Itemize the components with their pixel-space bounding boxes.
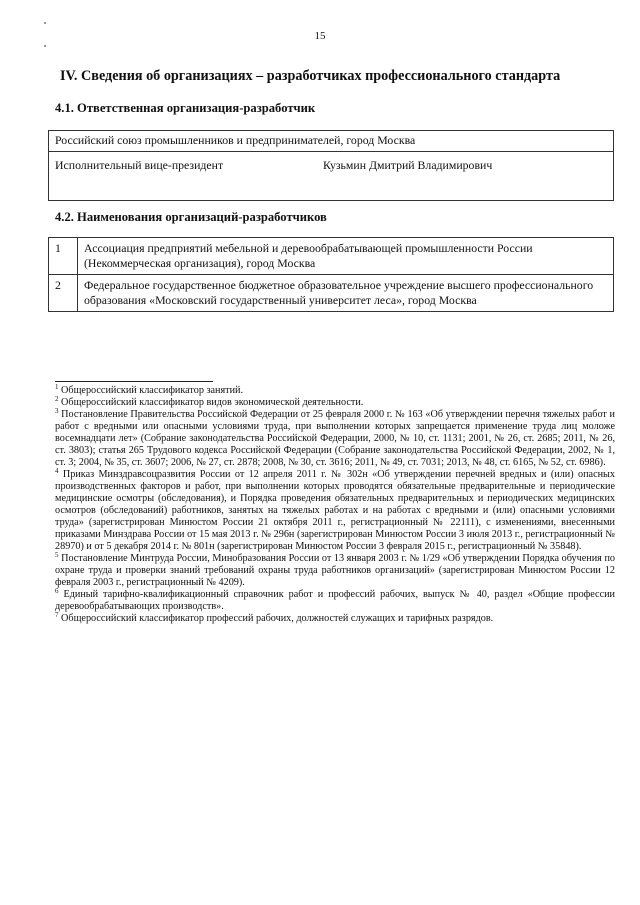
scan-speck (44, 45, 46, 47)
footnote (55, 553, 615, 589)
responsible-heading: 4.1. Ответственная организация-разработчик (55, 101, 316, 115)
table-row (49, 238, 614, 275)
footnotes (55, 385, 615, 625)
footnote (55, 613, 615, 625)
signer-name: Кузьмин Дмитрий Владимирович (323, 158, 493, 172)
footnote (55, 589, 615, 613)
row-number: 2 (49, 275, 78, 312)
footnote-text: Постановление Правительства Российской Федерации от 25 февраля 2000 г. № 163 «Об утверждении перечня тяжелых работ и работ с вредными или опасными условиями труда, при выполнении которых запрещается применение труда лиц моложе восемнадцати лет» (Собрание законодательства Российской Федерации, 2000, № 10, ст. 1131; 2001, № 26, ст. 2685; 2011, № 26, ст. 3803); статья 265 Трудового кодекса Российской Федерации (Собрание законодательства Российской Федерации, 2002, № 1, ст. 3; 2004, № 35, ст. 3607; 2006, № 27, ст. 2878; 2008, № 30, ст. 3616; 2011, № 49, ст. 7031; 2013, № 48, ст. 6165, № 52, ст. 6986). (55, 409, 615, 468)
footnote-text: Приказ Минздравсоцразвития России от 12 апреля 2011 г. № 302н «Об утверждении перечней вредных и (или) опасных производственных факторов и работ, при выполнении которых проводятся обязательные предварительные и периодические медицинские осмотры (обследования), и Порядка проведения обязательных предварительных и периодических медицинских осмотров (обследований) работников, занятых на тяжелых работах и на работах с вредными и (или) опасными условиями труда» (зарегистрирован Минюстом России 21 октября 2011 г., регистрационный № 22111), с изменениями, внесенными приказами Минздрава России от 15 мая 2013 г. № 296н (зарегистрирован Минюстом России 3 июля 2013 г., регистрационный № 28970) и от 5 декабря 2014 г. № 801н (зарегистрирован Минюстом России 3 февраля 2015 г., регистрационный № 35848). (55, 469, 615, 552)
footnote-separator (55, 381, 213, 382)
footnote-text: Постановление Минтруда России, Минобразования России от 13 января 2003 г. № 1/29 «Об утверждении Порядка обучения по охране труда и проверки знаний требований охраны труда работников организаций» (зарегистрирован Минюстом России 12 февраля 2003 г., регистрационный № 4209). (55, 553, 615, 588)
developers-heading: 4.2. Наименования организаций-разработчиков (55, 210, 327, 224)
footnote (55, 409, 615, 469)
page-number: 15 (314, 30, 326, 42)
footnote-text: Общероссийский классификатор видов экономической деятельности. (58, 397, 364, 408)
scan-speck (44, 22, 46, 24)
footnote (55, 385, 615, 397)
footnote-mark: 5 (55, 551, 59, 559)
footnote-mark: 1 (55, 383, 59, 391)
table-row (49, 275, 614, 312)
row-number: 1 (49, 238, 78, 275)
developers-table (48, 237, 614, 312)
footnote-mark: 3 (55, 407, 59, 415)
developer-name: Федеральное государственное бюджетное образовательное учреждение высшего профессионального образования «Московский государственный университет леса», город Москва (78, 275, 614, 312)
footnote-text: Единый тарифно-квалификационный справочник работ и профессий рабочих, выпуск № 40, раздел «Общие профессии деревообрабатывающих производств». (55, 589, 615, 612)
footnote-text: Общероссийский классификатор профессий рабочих, должностей служащих и тарифных разрядов. (58, 613, 494, 624)
footnote-mark: 4 (55, 467, 59, 475)
footnote-text: Общероссийский классификатор занятий. (58, 385, 244, 396)
responsible-org-table (48, 130, 614, 201)
footnote-mark: 2 (55, 395, 59, 403)
footnote (55, 397, 615, 409)
developer-name: Ассоциация предприятий мебельной и деревообрабатывающей промышленности России (Некоммерческая организация), город Москва (78, 238, 614, 275)
footnote-mark: 6 (55, 587, 59, 595)
signature-row (49, 152, 614, 201)
signer-position: Исполнительный вице-президент (55, 158, 224, 172)
section-title: IV. Сведения об организациях – разработчиках профессионального стандарта (60, 68, 561, 84)
footnote (55, 469, 615, 553)
footnote-mark: 7 (55, 611, 59, 619)
responsible-org-name: Российский союз промышленников и предпринимателей, город Москва (49, 131, 614, 152)
